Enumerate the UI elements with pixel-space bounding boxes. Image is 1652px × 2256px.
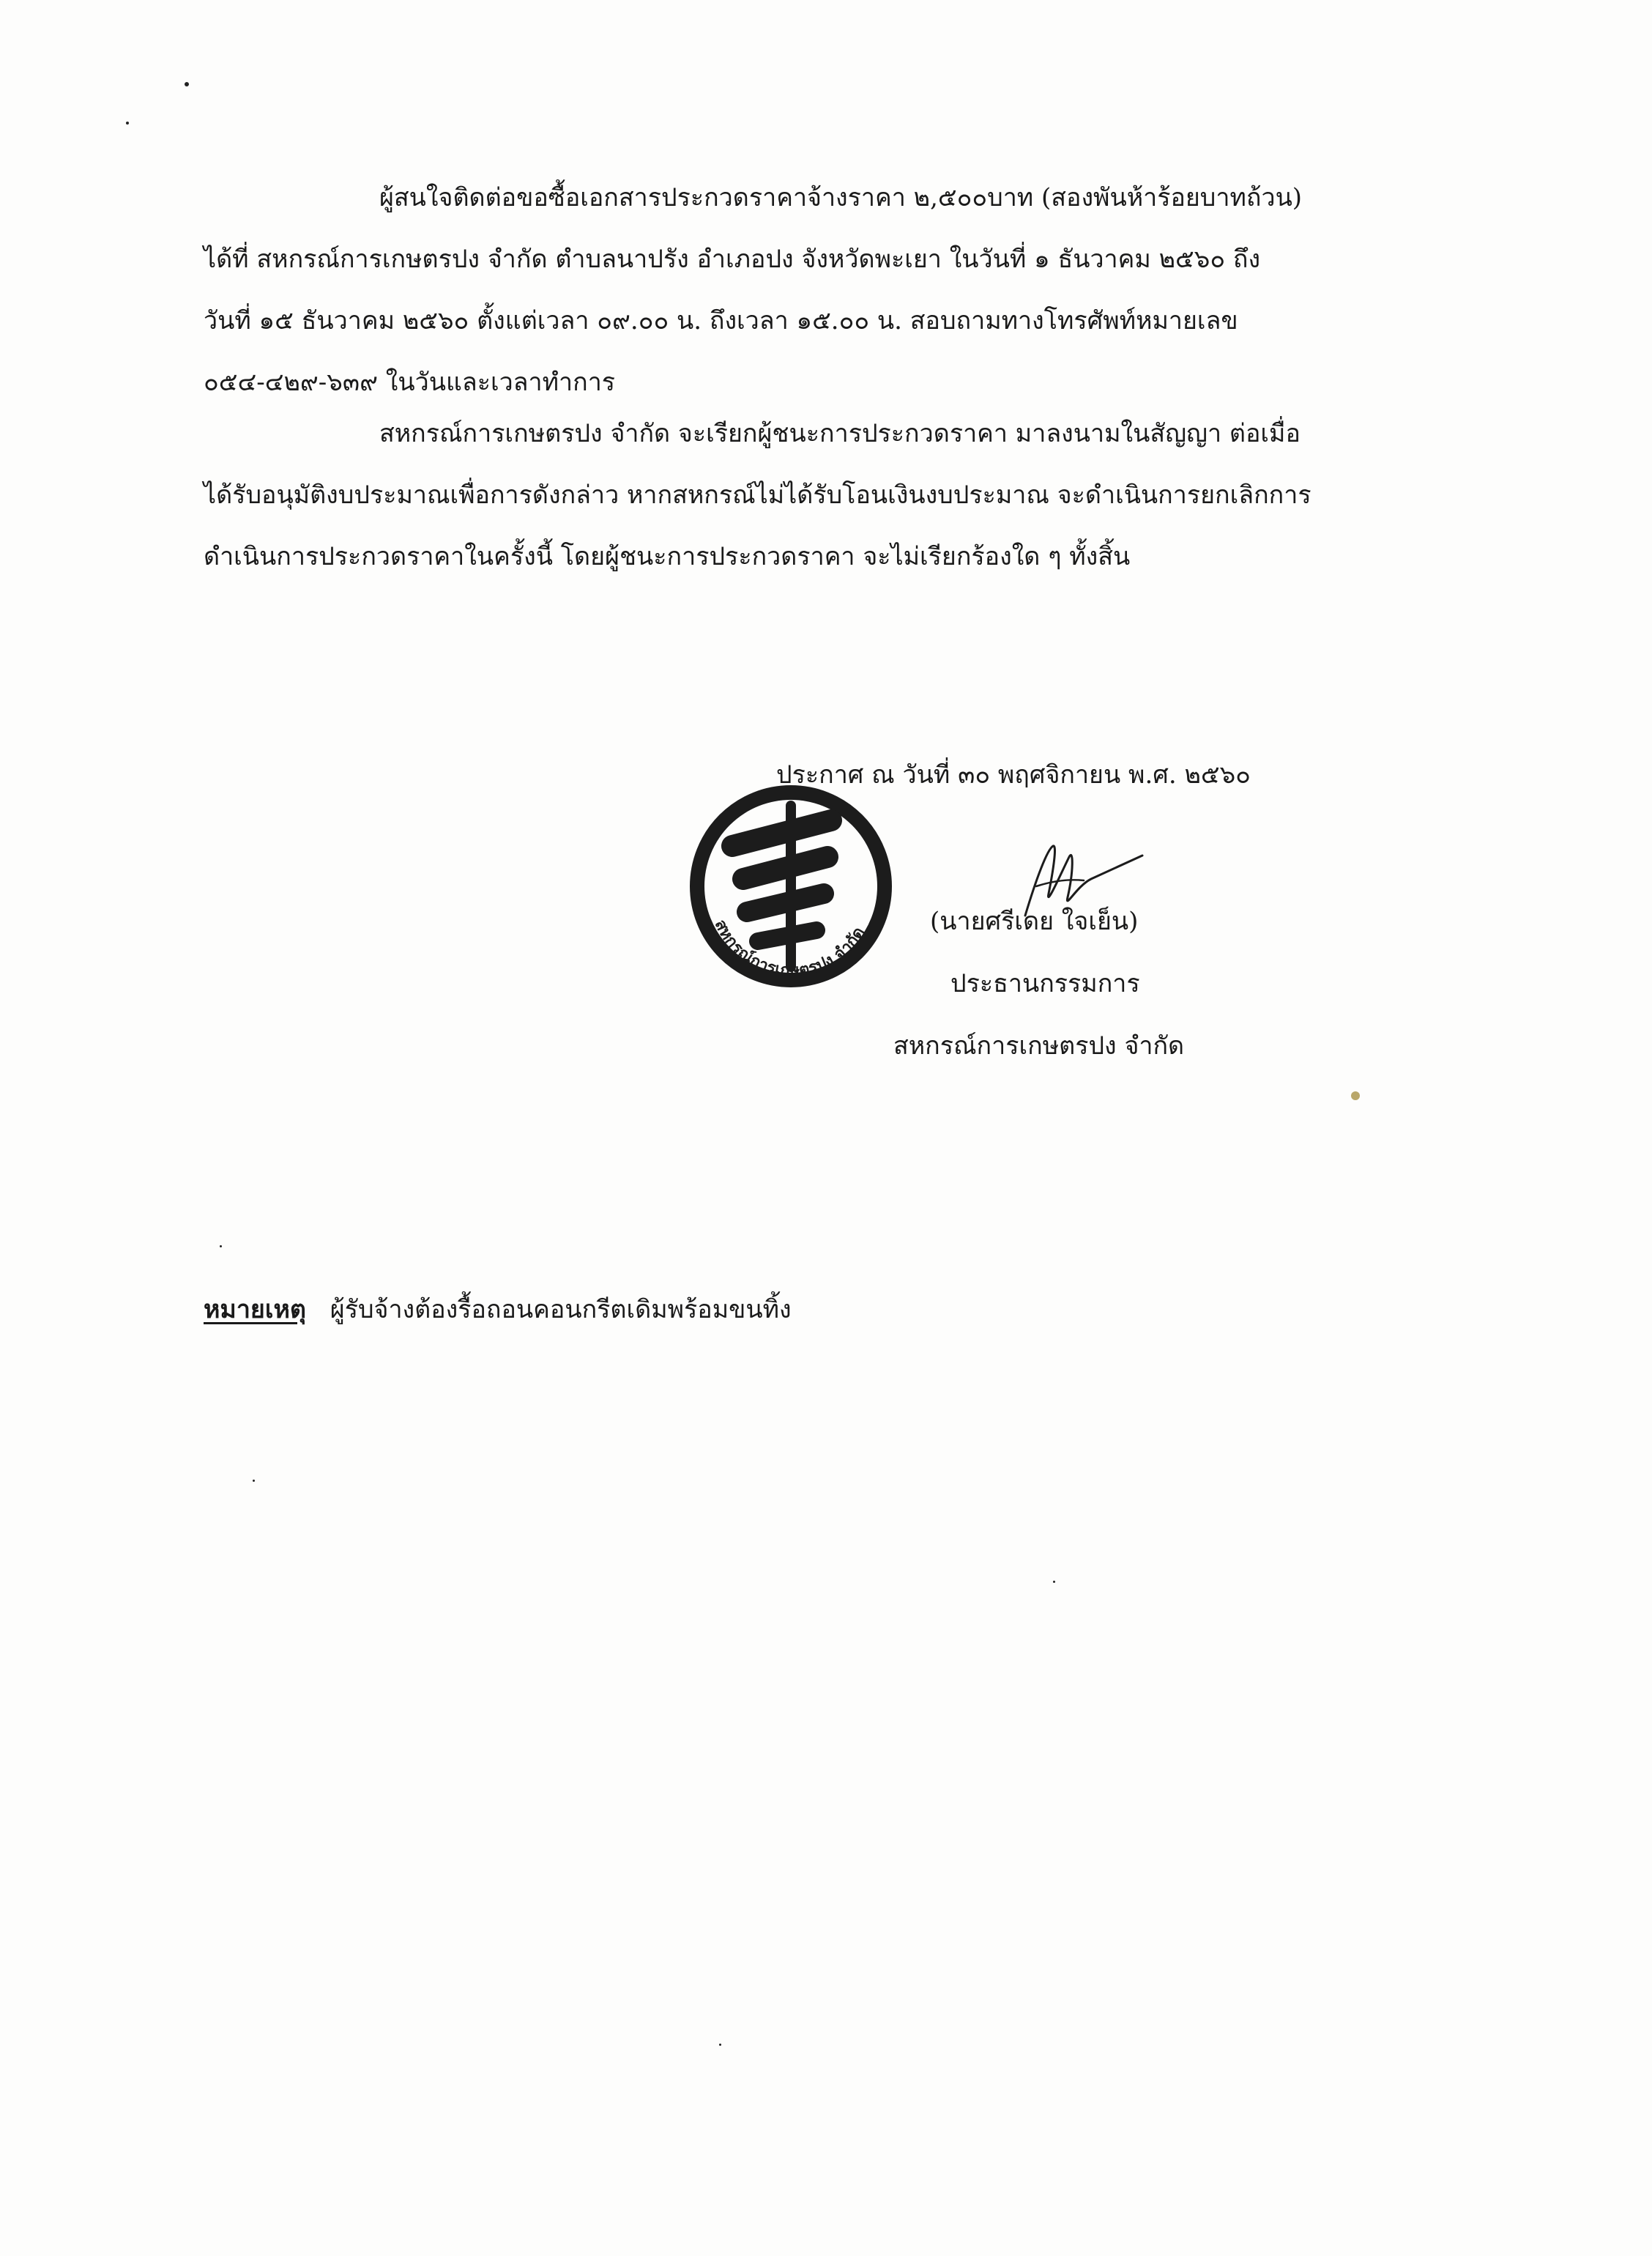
- remark-label: หมายเหตุ: [204, 1295, 306, 1324]
- cooperative-seal-icon: [681, 776, 901, 996]
- text-line: วันที่ ๑๕ ธันวาคม ๒๕๖๐ ตั้งแต่เวลา ๐๙.๐๐ น. ถึงเวลา ๑๕.๐๐ น. สอบถามทางโทรศัพท์หมายเลข: [204, 306, 1238, 335]
- scan-speck: [253, 1480, 255, 1482]
- signature-block: [710, 747, 1318, 1113]
- remark-note: [204, 1289, 792, 1329]
- text-line: ผู้สนใจติดต่อขอซื้อเอกสารประกวดราคาจ้างราคา ๒,๕๐๐บาท (สองพันห้าร้อยบาทถ้วน): [379, 183, 1303, 212]
- signer-name: (นายศรีเดย ใจเย็น): [930, 907, 1139, 936]
- text-line: ๐๕๔-๔๒๙-๖๓๙ ในวันและเวลาทำการ: [204, 368, 616, 397]
- remark-text: ผู้รับจ้างต้องรื้อถอนคอนกรีตเดิมพร้อมขนทิ้ง: [330, 1295, 792, 1324]
- paragraph-purchase-info: [204, 167, 1470, 413]
- seal-ring-text: สหกรณ์การเกษตรปง จำกัด: [710, 917, 869, 981]
- signer-title: ประธานกรรมการ: [950, 969, 1140, 998]
- text-line: ได้ที่ สหกรณ์การเกษตรปง จำกัด ตำบลนาปรัง อำเภอปง จังหวัดพะเยา ในวันที่ ๑ ธันวาคม ๒๕๖๐ ถึง: [204, 245, 1261, 274]
- scan-speck: [220, 1245, 222, 1247]
- announcement-date: ประกาศ ณ วันที่ ๓๐ พฤศจิกายน พ.ศ. ๒๕๖๐: [776, 760, 1251, 790]
- signer-organization: สหกรณ์การเกษตรปง จำกัด: [893, 1031, 1185, 1061]
- scan-speck: [185, 82, 189, 86]
- scan-speck: [719, 2044, 721, 2046]
- paragraph-contract-terms: [204, 403, 1470, 587]
- text-line: สหกรณ์การเกษตรปง จำกัด จะเรียกผู้ชนะการประกวดราคา มาลงนามในสัญญา ต่อเมื่อ: [379, 419, 1301, 448]
- scan-speck: [126, 122, 129, 125]
- scan-speck: [1053, 1581, 1055, 1583]
- scan-speck: [1351, 1091, 1360, 1100]
- text-line: ได้รับอนุมัติงบประมาณเพื่อการดังกล่าว หากสหกรณ์ไม่ได้รับโอนเงินงบประมาณ จะดำเนินการยกเลิกการ: [204, 480, 1311, 510]
- text-line: ดำเนินการประกวดราคาในครั้งนี้ โดยผู้ชนะการประกวดราคา จะไม่เรียกร้องใด ๆ ทั้งสิ้น: [204, 542, 1131, 571]
